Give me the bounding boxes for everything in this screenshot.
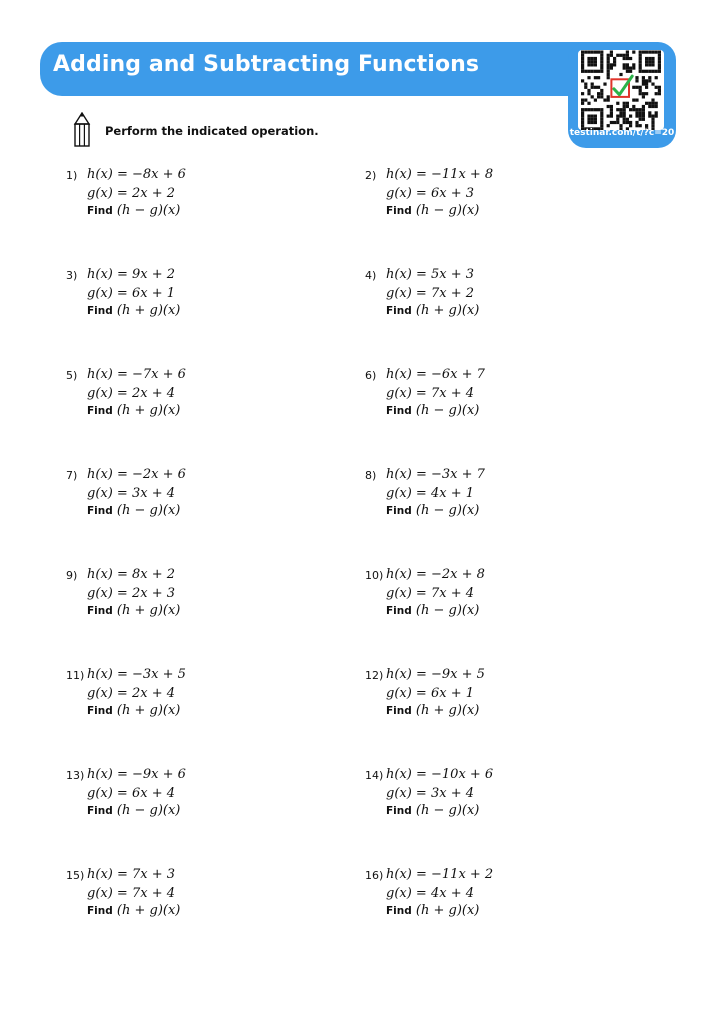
find-line (87, 303, 180, 318)
operation: (h − g)(x) (116, 503, 181, 518)
operation: (h − g)(x) (116, 203, 181, 218)
problem-item (365, 867, 665, 937)
problem-number: 16) (365, 869, 384, 882)
h-function: h(x) = −2x + 6 (87, 467, 186, 482)
h-function: h(x) = −7x + 6 (87, 367, 186, 382)
problem-number: 4) (365, 269, 377, 282)
find-line (87, 903, 180, 918)
problem-item (365, 267, 665, 337)
find-label: Find (386, 805, 412, 817)
qr-code-graphic (578, 50, 664, 130)
operation: (h − g)(x) (415, 603, 480, 618)
problem-item (66, 367, 366, 437)
find-label: Find (87, 305, 113, 317)
problem-item (66, 167, 366, 237)
title-banner (40, 42, 660, 96)
g-function: g(x) = 6x + 1 (386, 686, 474, 701)
g-function: g(x) = 2x + 4 (87, 686, 175, 701)
problem-number: 10) (365, 569, 384, 582)
g-function: g(x) = 3x + 4 (87, 486, 175, 501)
instruction-text: Perform the indicated operation. (105, 124, 319, 138)
problem-item (365, 767, 665, 837)
g-function: g(x) = 7x + 4 (386, 586, 474, 601)
find-label: Find (87, 205, 113, 217)
g-function: g(x) = 6x + 4 (87, 786, 175, 801)
problem-number: 2) (365, 169, 377, 182)
problem-item (365, 567, 665, 637)
h-function: h(x) = −11x + 2 (386, 867, 494, 882)
find-label: Find (386, 205, 412, 217)
find-line (386, 203, 479, 218)
operation: (h + g)(x) (415, 903, 480, 918)
find-line (87, 703, 180, 718)
find-label: Find (87, 405, 113, 417)
qr-code-icon (578, 50, 664, 130)
h-function: h(x) = −9x + 5 (386, 667, 485, 682)
operation: (h + g)(x) (116, 703, 181, 718)
problem-number: 5) (66, 369, 78, 382)
g-function: g(x) = 3x + 4 (386, 786, 474, 801)
h-function: h(x) = −10x + 6 (386, 767, 494, 782)
operation: (h − g)(x) (415, 403, 480, 418)
problem-item (365, 167, 665, 237)
pencil-icon (72, 112, 92, 148)
problem-item (365, 467, 665, 537)
g-function: g(x) = 7x + 4 (386, 386, 474, 401)
h-function: h(x) = −6x + 7 (386, 367, 485, 382)
g-function: g(x) = 7x + 4 (87, 886, 175, 901)
g-function: g(x) = 6x + 1 (87, 286, 175, 301)
find-label: Find (386, 305, 412, 317)
find-line (87, 203, 180, 218)
h-function: h(x) = 9x + 2 (87, 267, 176, 282)
g-function: g(x) = 4x + 4 (386, 886, 474, 901)
g-function: g(x) = 2x + 4 (87, 386, 175, 401)
qr-url: testinar.com/t/?c=20 (569, 128, 675, 138)
find-line (386, 703, 479, 718)
find-line (386, 303, 479, 318)
find-label: Find (386, 905, 412, 917)
problem-item (365, 667, 665, 737)
operation: (h + g)(x) (116, 403, 181, 418)
find-label: Find (87, 905, 113, 917)
find-line (386, 503, 479, 518)
find-line (87, 503, 180, 518)
problem-number: 7) (66, 469, 78, 482)
h-function: h(x) = −3x + 7 (386, 467, 485, 482)
problem-number: 15) (66, 869, 85, 882)
operation: (h − g)(x) (415, 503, 480, 518)
find-line (87, 403, 180, 418)
problem-number: 1) (66, 169, 78, 182)
g-function: g(x) = 7x + 2 (386, 286, 474, 301)
h-function: h(x) = −8x + 6 (87, 167, 186, 182)
g-function: g(x) = 2x + 3 (87, 586, 175, 601)
operation: (h + g)(x) (415, 703, 480, 718)
find-line (386, 603, 479, 618)
g-function: g(x) = 4x + 1 (386, 486, 474, 501)
problem-item (66, 467, 366, 537)
problem-item (66, 767, 366, 837)
find-label: Find (386, 605, 412, 617)
operation: (h − g)(x) (415, 203, 480, 218)
find-label: Find (386, 705, 412, 717)
find-line (386, 803, 479, 818)
operation: (h + g)(x) (415, 303, 480, 318)
operation: (h + g)(x) (116, 903, 181, 918)
h-function: h(x) = −3x + 5 (87, 667, 186, 682)
g-function: g(x) = 2x + 2 (87, 186, 175, 201)
find-label: Find (87, 705, 113, 717)
problem-number: 13) (66, 769, 85, 782)
operation: (h + g)(x) (116, 603, 181, 618)
operation: (h + g)(x) (116, 303, 181, 318)
find-line (386, 903, 479, 918)
find-label: Find (87, 805, 113, 817)
page-title: Adding and Subtracting Functions (53, 52, 480, 77)
find-line (87, 803, 180, 818)
problem-item (66, 867, 366, 937)
problem-item (365, 367, 665, 437)
problem-item (66, 267, 366, 337)
find-line (87, 603, 180, 618)
g-function: g(x) = 6x + 3 (386, 186, 474, 201)
problem-item (66, 667, 366, 737)
operation: (h − g)(x) (116, 803, 181, 818)
problem-number: 6) (365, 369, 377, 382)
problem-number: 9) (66, 569, 78, 582)
find-label: Find (87, 605, 113, 617)
find-label: Find (386, 405, 412, 417)
h-function: h(x) = −2x + 8 (386, 567, 485, 582)
problem-number: 12) (365, 669, 384, 682)
problem-number: 3) (66, 269, 78, 282)
problem-number: 14) (365, 769, 384, 782)
h-function: h(x) = −11x + 8 (386, 167, 494, 182)
h-function: h(x) = 7x + 3 (87, 867, 176, 882)
h-function: h(x) = 5x + 3 (386, 267, 475, 282)
find-line (386, 403, 479, 418)
problem-number: 8) (365, 469, 377, 482)
h-function: h(x) = 8x + 2 (87, 567, 176, 582)
problem-number: 11) (66, 669, 85, 682)
h-function: h(x) = −9x + 6 (87, 767, 186, 782)
find-label: Find (87, 505, 113, 517)
operation: (h − g)(x) (415, 803, 480, 818)
qr-card[interactable] (568, 42, 676, 148)
problem-item (66, 567, 366, 637)
find-label: Find (386, 505, 412, 517)
